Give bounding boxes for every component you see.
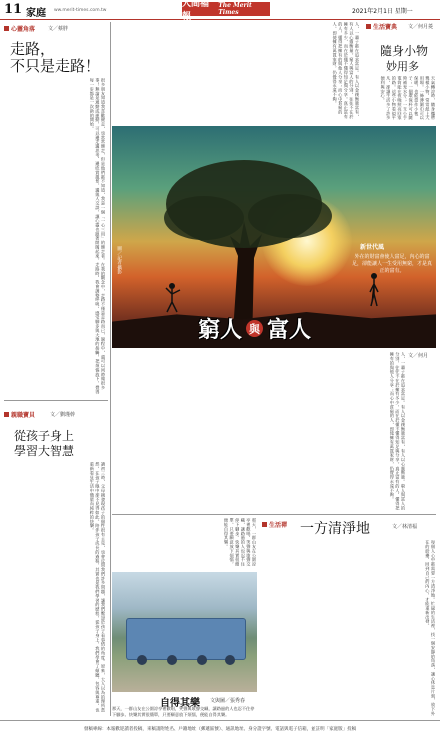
logo-en: The Merit Times <box>218 2 252 16</box>
divider <box>112 514 436 515</box>
wheel <box>167 655 177 665</box>
parent-byline: 文／劉瑾幹 <box>50 412 76 418</box>
train-photo <box>112 572 257 692</box>
newspaper-logo <box>182 0 270 22</box>
divider <box>4 400 108 401</box>
heading-square-icon <box>262 522 267 527</box>
main-story-body: 人，一輩子都在追求富足。有人以金錢衡量富有，有人以心靈衡量。窮人與富人的分別，往往不在於擁有多少，而在於懂不懂得知足與分享。真正富有的人，懂得把擁有的與他人分享；而心中貧窮的人，即使擁有萬貫家財，仍覺得永遠不夠。 <box>389 352 406 511</box>
section-name: 家庭 <box>26 8 46 19</box>
parent-title-line1: 從孩子身上 <box>14 429 75 443</box>
headline-mid: 與 <box>246 320 263 337</box>
hero-blurb: 外在的財富會使人富足，內心的富足，卻能讓人一生受用無窮，才是真正的富有。 <box>351 254 432 274</box>
wheel <box>197 655 207 665</box>
hero-credit: 圖／記者攝影 <box>116 246 122 275</box>
heading-square-icon <box>4 412 9 417</box>
life-body: 天氣轉涼時，隨身攜帶幾樣小物，常常派上大用場。一條薄圍巾可以保暖，也能當作小毯子；一個環保杯可以隨時補充水分；一支小手電筒能在夜晚照亮回家的路。這些小物看似平凡，卻讓生活多了許多便利與安心。 <box>380 76 436 120</box>
parent-column-heading: 親職寶貝 <box>4 410 35 419</box>
headline-right: 富人 <box>267 317 312 343</box>
train-mural <box>126 618 246 660</box>
heart-title-line2: 不只是走路！ <box>10 57 101 75</box>
life-title-line1: 隨身小物 <box>380 44 429 58</box>
clean-body: 每個人心中都需要一方清淨地。忙碌的生活裡，找一個安靜的角落，讓心休息片刻，放下外在的紛擾，回到自己的內心，才能重新出發。 <box>425 540 436 716</box>
heading-square-icon <box>366 24 371 29</box>
clean-column-heading: 生活禪 <box>262 520 287 529</box>
photo-story-body: 那天，一群山友在公園涼亭裡歡唱，笑聲與歌聲交織，讓路過的人也忍不住停下腳步。快樂其實很簡單，只要願意放下煩惱，便能自得其樂。 <box>224 518 257 567</box>
main-story-byline: 文／何月 <box>408 353 429 359</box>
photo-caption-body: 那天，一群山友在公園涼亭裡歡唱，笑聲與歌聲交織，讓路過的人也忍不住停下腳步。快樂其實很簡單，只要願意放下煩惱，便能自得其樂。 <box>112 706 255 717</box>
page-footer: 發稿專線：本報歡迎讀者投稿，來稿請附姓名、戶籍地址（郵遞區號）、通訊地址、身分證字號、電話與電子信箱，並註明「家庭版」投稿 <box>0 720 440 736</box>
heart-title-line1: 走路， <box>10 40 56 58</box>
photo-caption-title: 自得其樂 <box>160 698 200 709</box>
issue-date: 2021年2月1日 星期一 <box>352 8 413 15</box>
clean-byline: 文／林清福 <box>392 524 418 530</box>
heart-column-heading: 心靈角落 <box>4 24 35 33</box>
column-rule <box>110 22 111 716</box>
site-url[interactable]: ww.merit-times.com.tw <box>54 8 107 13</box>
parent-title-line2: 學習大智慧 <box>14 444 75 458</box>
page-number: 11 <box>4 2 23 17</box>
life-column-heading: 生活寶典 <box>366 22 397 31</box>
life-byline: 文／何月菱 <box>408 24 434 30</box>
heart-byline: 文／蔡胖 <box>48 26 69 32</box>
life-title-line2: 妙用多 <box>386 60 419 73</box>
heading-square-icon <box>4 26 9 31</box>
page-header <box>0 0 440 20</box>
logo-cn: 人間福報 <box>182 0 210 22</box>
parent-body: 讀初三時，父母親發現孩子的個性很有主見，也會反問我們許多問題，讓我們驚訝於孩子看事情的角度。原來，大人以為的理所當然，在孩子眼中卻不見得如此。陪伴孩子成長的過程，其實也是我們學習的歷程，從孩子身上，我們學會了傾聽、包容與尊重，也重新看見生活中簡單而純粹的快樂。 <box>89 462 106 713</box>
wheel <box>137 655 147 665</box>
heart-body: 很多朋友知道我喜歡健走，也常常健走，但是他們都不知道，我是一個「一心三用」的健走者。在我的觀念中，走路不僅是走路而已，過程中，還可以同時做很多事！無論是通勤或運動，可以邊走邊思考、邊欣賞風景、邊與人交談，讓心靈也跟著開闊起來。走路時，我會調整呼吸，感受腳步與大地的接觸，把煩惱放下，覺得每一步都是一次新的開始。 <box>89 78 106 395</box>
main-story-upper-body: 人，一輩子都在追求富足。有人以金錢衡量富有，有人以心靈衡量。窮人與富人的分別，往往不在於擁有多少，而在於懂不懂得知足與分享。真正富有的人，懂得把擁有的與他人分享；而心中貧窮的人，即使擁有萬貫家財，仍覺得永遠不夠。 <box>332 22 360 119</box>
hero-badge: 新世代風 <box>360 244 385 251</box>
photo-caption-byline: 文與圖／張秀春 <box>210 698 246 704</box>
wheel <box>225 655 235 665</box>
main-headline <box>198 313 311 344</box>
headline-left: 窮人 <box>198 317 243 343</box>
clean-title: 一方清淨地 <box>300 521 370 537</box>
